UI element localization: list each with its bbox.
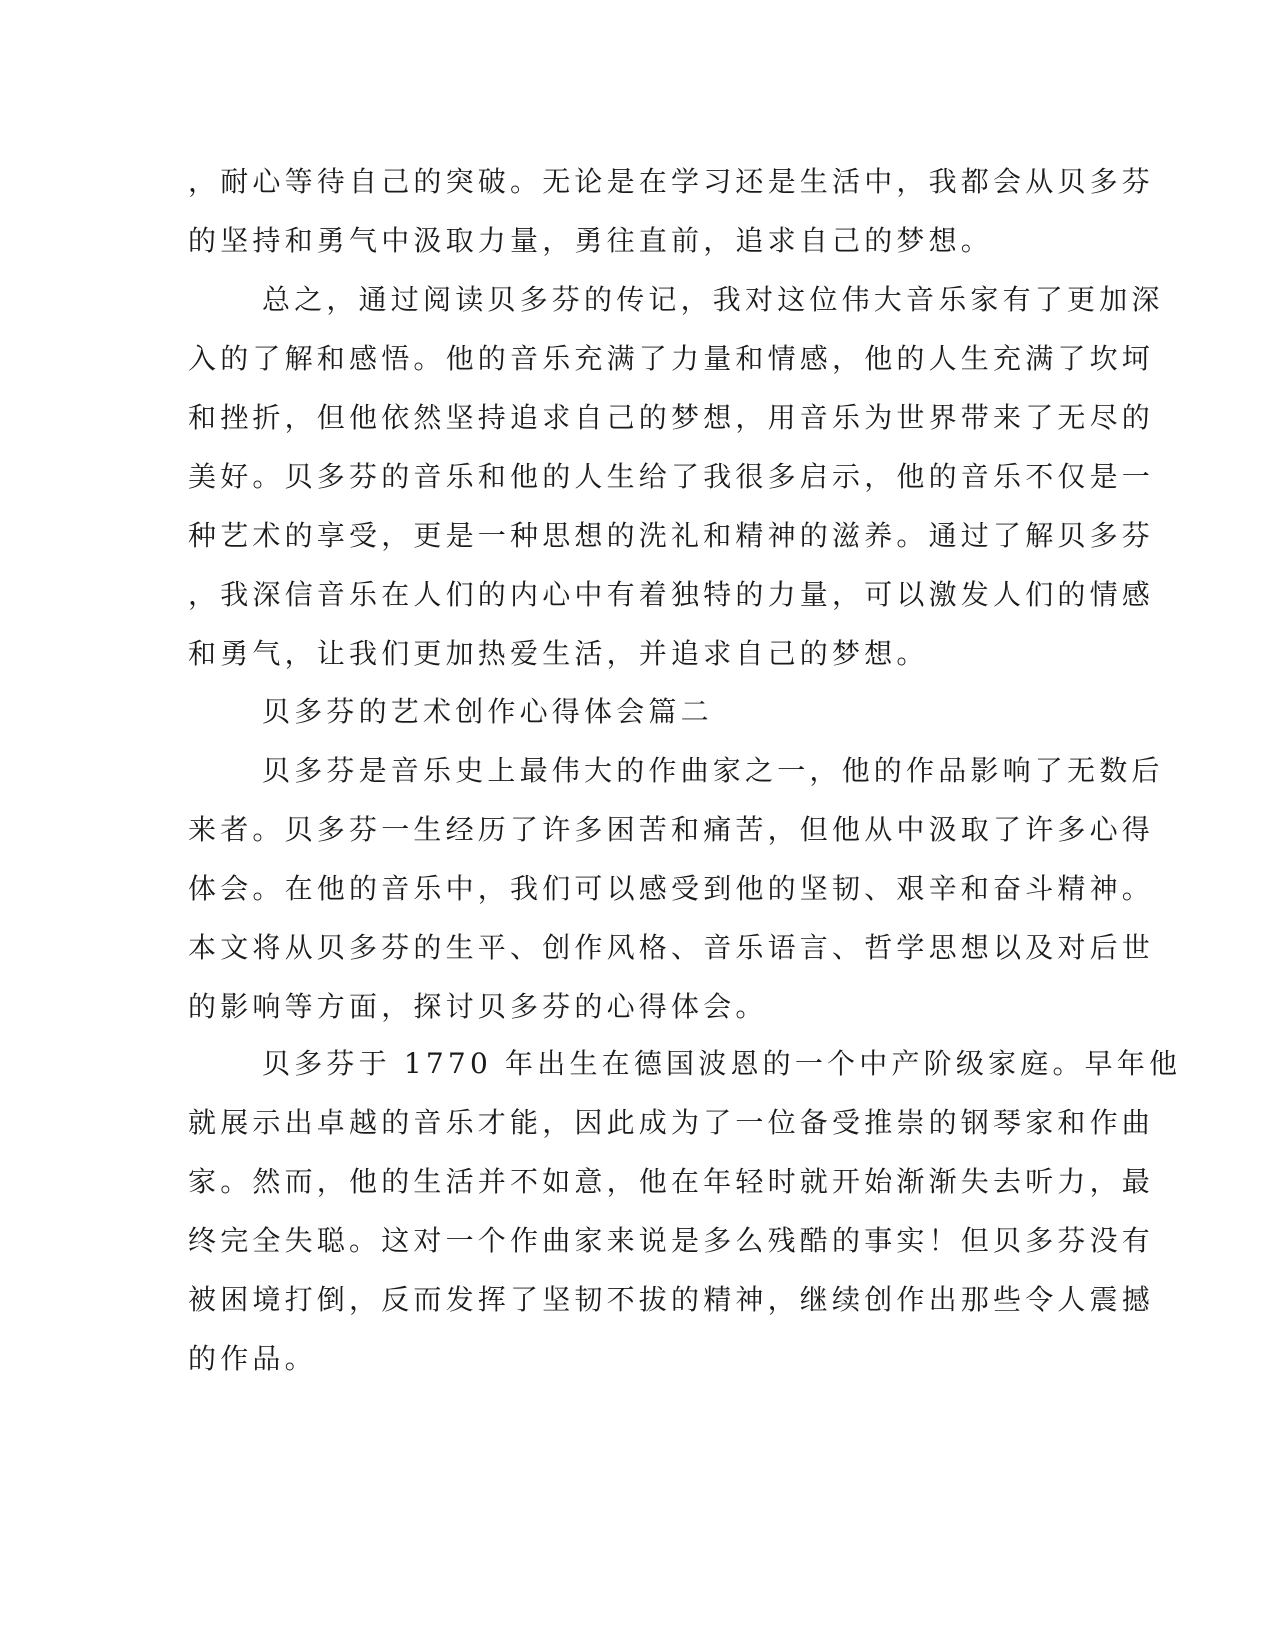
text-line: 体会。在他的音乐中，我们可以感受到他的坚韧、艰辛和奋斗精神。 (188, 872, 1155, 905)
paragraph-start: 贝多芬是音乐史上最伟大的作曲家之一，他的作品影响了无数后 (262, 754, 1164, 787)
section-heading: 贝多芬的艺术创作心得体会篇二 (262, 695, 713, 728)
text-line: 的坚持和勇气中汲取力量，勇往直前，追求自己的梦想。 (188, 224, 994, 257)
text-line: 入的了解和感悟。他的音乐充满了力量和情感，他的人生充满了坎坷 (188, 342, 1155, 375)
text-line: 就展示出卓越的音乐才能，因此成为了一位备受推崇的钢琴家和作曲 (188, 1106, 1155, 1139)
text-line: 的作品。 (188, 1342, 317, 1375)
paragraph-start: 贝多芬于 1770 年出生在德国波恩的一个中产阶级家庭。早年他 (262, 1047, 1182, 1080)
text-line: 的影响等方面，探讨贝多芬的心得体会。 (188, 990, 768, 1023)
text-line: 家。然而，他的生活并不如意，他在年轻时就开始渐渐失去听力，最 (188, 1165, 1155, 1198)
text-line: 终完全失聪。这对一个作曲家来说是多么残酷的事实！但贝多芬没有 (188, 1224, 1155, 1257)
text-line: 种艺术的享受，更是一种思想的洗礼和精神的滋养。通过了解贝多芬 (188, 519, 1155, 552)
text-line: 本文将从贝多芬的生平、创作风格、音乐语言、哲学思想以及对后世 (188, 931, 1155, 964)
text-line: 和挫折，但他依然坚持追求自己的梦想，用音乐为世界带来了无尽的 (188, 401, 1155, 434)
paragraph-start: 总之，通过阅读贝多芬的传记，我对这位伟大音乐家有了更加深 (262, 283, 1164, 316)
text-line: 和勇气，让我们更加热爱生活，并追求自己的梦想。 (188, 637, 929, 670)
text-line: ，耐心等待自己的突破。无论是在学习还是生活中，我都会从贝多芬 (188, 165, 1155, 198)
text-line: 被困境打倒，反而发挥了坚韧不拔的精神，继续创作出那些令人震撼 (188, 1283, 1155, 1316)
text-line: 来者。贝多芬一生经历了许多困苦和痛苦，但他从中汲取了许多心得 (188, 813, 1155, 846)
text-line: ，我深信音乐在人们的内心中有着独特的力量，可以激发人们的情感 (188, 578, 1155, 611)
text-line: 美好。贝多芬的音乐和他的人生给了我很多启示，他的音乐不仅是一 (188, 460, 1155, 493)
